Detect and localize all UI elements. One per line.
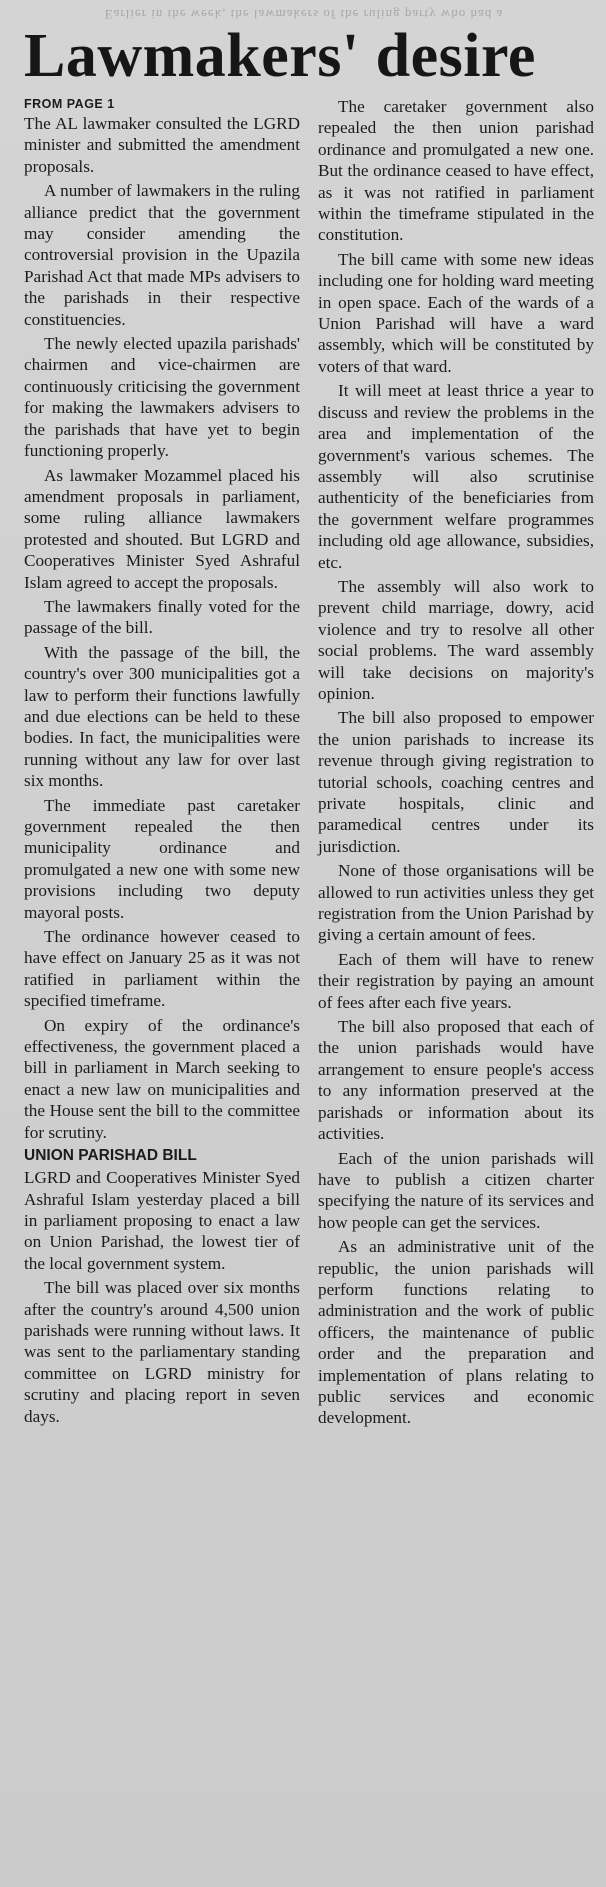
paragraph: As lawmaker Mozammel placed his amendment proposals in parliament, some ruling alliance lawmakers protested and shouted. But LGRD and Cooperatives Minister Syed Ashraful Islam agreed to accept the proposals. [24,465,300,592]
paragraph: The newly elected upazila parishads' chairmen and vice-chairmen are continuously criticising the government for making the lawmakers advisers to the parishads that have yet to begin functioning properly. [24,334,300,461]
paragraph: The bill also proposed to empower the union parishads to increase its revenue through giving registration to tutorial schools, coaching centres and private hospitals, clinic and paramedical centres under its jurisdiction. [318,708,594,856]
subheading: UNION PARISHAD BILL [24,1147,197,1165]
paragraph: LGRD and Cooperatives Minister Syed Ashraful Islam yesterday placed a bill in parliament proposing to enact a law on Union Parishad, the lowest tier of the local government system. [24,1168,300,1273]
paragraph: Each of them will have to renew their registration by paying an amount of fees after each five years. [318,949,594,1012]
paragraph: A number of lawmakers in the ruling alliance predict that the government may consider amending the controversial provision in the Upazila Parishad Act that made MPs advisers to the parishads in their respective constituencies. [24,181,300,329]
paragraph: The AL lawmaker consulted the LGRD minister and submitted the amendment proposals. [24,114,300,176]
continued-from-label: FROM PAGE 1 [24,97,115,111]
paragraph: The assembly will also work to prevent child marriage, dowry, acid violence and try to resolve all other social problems. The ward assembly will take decisions on majority's opinion. [318,576,594,703]
column-right [318,96,594,1432]
headline: Lawmakers' desire [24,22,536,90]
bleed-through-text: Earlier in the week, the lawmakers of the ruling party who had a [104,7,504,22]
article-columns [10,96,598,1432]
paragraph: Each of the union parishads will have to publish a citizen charter specifying the nature of its services and how people can get the services. [318,1148,594,1232]
paragraph: It will meet at least thrice a year to discuss and review the problems in the area and implementation of the government's various schemes. The assembly will also scrutinise authenticity of the beneficiaries from the government welfare programmes including old age allowance, subsidies, etc. [318,381,594,572]
paragraph: The caretaker government also repealed the then union parishad ordinance and promulgated a new one. But the ordinance ceased to have effect, as it was not ratified in parliament within the timeframe stipulated in the constitution. [318,97,594,245]
column-left [24,96,300,1432]
paragraph: The immediate past caretaker government repealed the then municipality ordinance and promulgated a new one with some new provisions including two deputy mayoral posts. [24,795,300,922]
paragraph: On expiry of the ordinance's effectiveness, the government placed a bill in parliament in March seeking to enact a new law on municipalities and the House sent the bill to the committee for scrutiny. [24,1015,300,1142]
paragraph: With the passage of the bill, the country's over 300 municipalities got a law to perform their functions lawfully and due elections can be held to these bodies. In fact, the municipalities were running without any law for over last six months. [24,642,300,791]
paragraph: The bill was placed over six months after the country's around 4,500 union parishads were running without laws. It was sent to the parliamentary standing committee on LGRD ministry for scrutiny and placing report in seven days. [24,1278,300,1426]
paragraph: The ordinance however ceased to have effect on January 25 as it was not ratified in parliament within the specified timeframe. [24,927,300,1011]
paragraph: The lawmakers finally voted for the passage of the bill. [24,596,300,638]
paragraph: The bill also proposed that each of the union parishads would have arrangement to ensure people's access to any information preserved at the parishads or information about its activities. [318,1017,594,1144]
paragraph: As an administrative unit of the republic, the union parishads will perform functions relating to administration and the work of public officers, the maintenance of public order and the preparation and implementation of plans relating to public services and economic development. [318,1237,594,1428]
paragraph: None of those organisations will be allowed to run activities unless they get registration from the Union Parishad by giving a certain amount of fees. [318,861,594,945]
paragraph: The bill came with some new ideas including one for holding ward meeting in open space. Each of the wards of a Union Parishad will have a ward assembly, which will be constituted by voters of that ward. [318,249,594,376]
